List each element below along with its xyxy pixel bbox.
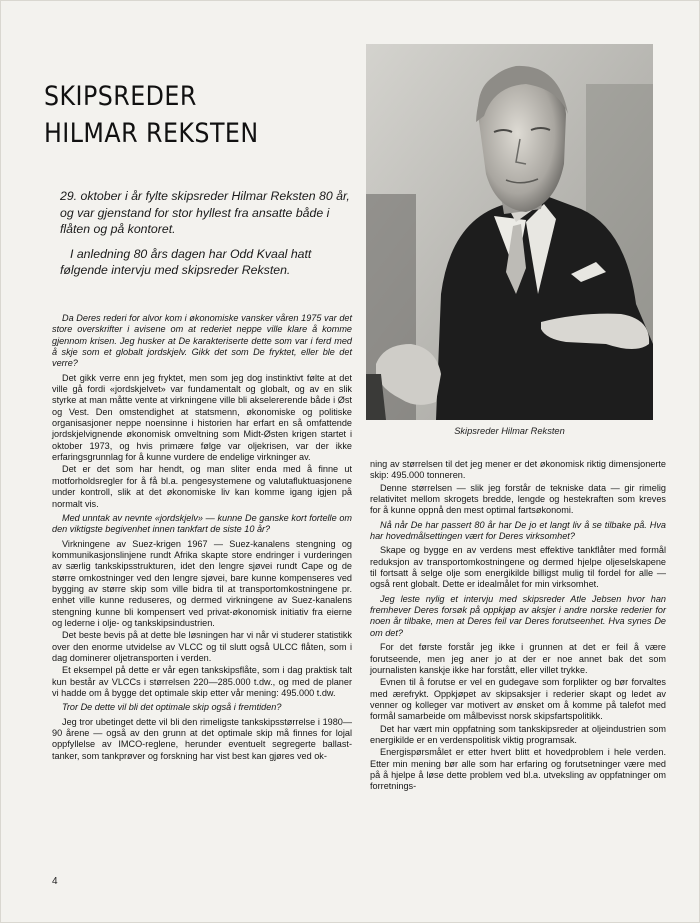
article-title	[44, 78, 259, 152]
interview-question: Da Deres rederi for alvor kom i økonomiske vansker våren 1975 var det store overskrifter i avisene om at rederiet neppe ville klare å komme gjennom krisen. Jeg husker at De karakteriserte dette som var i ferd med å skje som et globalt jordskjelv. Gikk det som De fryktet, eller ble det verre?	[52, 313, 352, 369]
interview-question: Tror De dette vil bli det optimale skip også i fremtiden?	[62, 702, 282, 713]
interview-answer: Jeg tror ubetinget dette vil bli den rimeligste tankskipsstørrelse i 1980—90 årene — også av den grunn at det optimale skip må finnes for lojal oppfyllelse av IMCO-reglene, herunder eventuelt segregerte ballast-tanker, som tankprøver og forskning har vist best kan gjøres ved ok-	[52, 716, 352, 761]
interview-answer: Virkningene av Suez-krigen 1967 — Suez-kanalens stengning og kommunikasjonslinjene rundt Afrika skapte store endringer i vurderingen av særlig tankskipsstrukturen, idet den lengre sjøvei rundt Cape og de større omkostninger ved den lengre sjøvei, bare kunne kompenseres ved bygging av større skip som ville bidra til at transportomkostningene pr. enhet ville kunne reduseres, og dermed virkningene av Suez-kanalens stengning kunne bli kompensert ved privat-økonomisk initiativ fra eierne og lederne i olje- og tankskipsindustrien.	[52, 538, 352, 628]
interview-question: Nå når De har passert 80 år har De jo et langt liv å se tilbake på. Hva har hovedmålsettingen vært for Deres virksomhet?	[370, 519, 666, 542]
interview-question: Med unntak av nevnte «jordskjelv» — kunne De ganske kort fortelle om den viktigste begivenhet innen tankfart de siste 10 år?	[52, 512, 352, 535]
interview-answer: Skape og bygge en av verdens mest effektive tankflåter med formål reduksjon av transportomkostningene og dermed hjelpe oljeselskapene til fortsatt å selge olje som energikilde billigst mulig til fordel for alle — også rent globalt. Dette er idealmålet for min virksomhet.	[370, 545, 666, 590]
interview-answer: Det gikk verre enn jeg fryktet, men som jeg dog instinktivt følte at det ville gå fordi «jordskjelvet» var fundamentalt og globalt, og av en slik styrke at man måtte vente at virkningene ville bli akselererende både i Øst og Vest. Den omstendighet at statsmenn, økonomiske og politiske organisasjoner neppe noensinne i historien har erfart en så omfattende jordskjelvignende økonomisk omveltning som Midt-Østen krigen startet i oktober 1973, og hvis primære følge var oljekrisen, var der ikke erfaringsgrunnlag for å kunne vurdere de endelige virkninger av.	[52, 372, 352, 463]
portrait-illustration	[366, 44, 653, 420]
portrait-photo	[366, 44, 653, 420]
interview-answer: For det første forstår jeg ikke i grunnen at det er feil å være forutseende, men jeg aner jo at der er noe annet bak det som journalisten kanskje ikke har forstått, eller villet trykke.	[370, 642, 666, 675]
title-line-1: SKIPSREDER	[44, 81, 197, 112]
page-number: 4	[52, 876, 58, 887]
title-line-2: HILMAR REKSTEN	[44, 118, 259, 149]
interview-answer: Det er det som har hendt, og man sliter enda med å finne ut motforholdsregler for å få bl.a. pengesystemene og valutafluktuasjonene under kontroll, slik at det økonomiske liv kan komme igang igjen på normalt vis.	[52, 464, 352, 509]
interview-answer-continued: ning av størrelsen til det jeg mener er det økonomisk riktig dimensjonerte skip: 495.000 tonneren.	[370, 459, 666, 481]
left-column	[52, 310, 352, 763]
lead-paragraph: I anledning 80 års dagen har Odd Kvaal hatt følgende intervju med skipsreder Reksten.	[60, 246, 312, 277]
interview-answer: Et eksempel på dette er vår egen tankskipsflåte, som i dag praktisk talt kun består av VLCCs i størrelsen 220—285.000 t.dw., og med de planer vi hadde om å bygge det optimale skip etter vår mening: 495.000 t.dw.	[52, 665, 352, 698]
interview-question: Jeg leste nylig et intervju med skipsreder Atle Jebsen hvor han fremhever Deres forsøk på oppkjøp av aksjer i andre norske rederier for noen år tilbake, men at Deres feil var Deres forutseenhet. Hva synes De om det?	[370, 593, 666, 638]
interview-answer: Det beste bevis på at dette ble løsningen har vi når vi studerer statistikk over den enorme utvidelse av VLCC og til slutt også ULCC flåten, som i dag dominerer oljetransporten i verden.	[52, 630, 352, 663]
interview-answer: Energispørsmålet er etter hvert blitt et hovedproblem i hele verden. Etter min mening bør alle som har erfaring og forutsetninger være med på å hjelpe å løse dette problem ved bl.a. utveksling av oppfatninger om forretnings-	[370, 747, 666, 792]
interview-answer: Denne størrelsen — slik jeg forstår de tekniske data — gir rimelig relativitet mellom skrogets bredde, lengde og hestekraften som kreves for å kunne oppnå den mest optimal fartsøkonomi.	[370, 482, 666, 516]
right-column	[370, 459, 666, 794]
interview-answer: Det har vært min oppfatning som tankskipsreder at oljeindustrien som energikilde er en verdenspolitisk viktig programsak.	[370, 723, 666, 745]
photo-caption: Skipsreder Hilmar Reksten	[454, 426, 565, 436]
lead-paragraph: 29. oktober i år fylte skipsreder Hilmar Reksten 80 år, og var gjenstand for stor hyllest fra ansatte både i flåten og på kontoret.	[60, 189, 350, 236]
interview-answer: Evnen til å forutse er vel en gudegave som forplikter og bør forvaltes med ærefrykt. Oppkjøpet av skipsaksjer i rederier skapt og ledet av venner og kolleger var motivert av ønsket om å komme på talefot med formål samarbeide om målbevisst norsk skipsfartspolitikk.	[370, 677, 666, 722]
lead-paragraphs	[60, 188, 360, 287]
